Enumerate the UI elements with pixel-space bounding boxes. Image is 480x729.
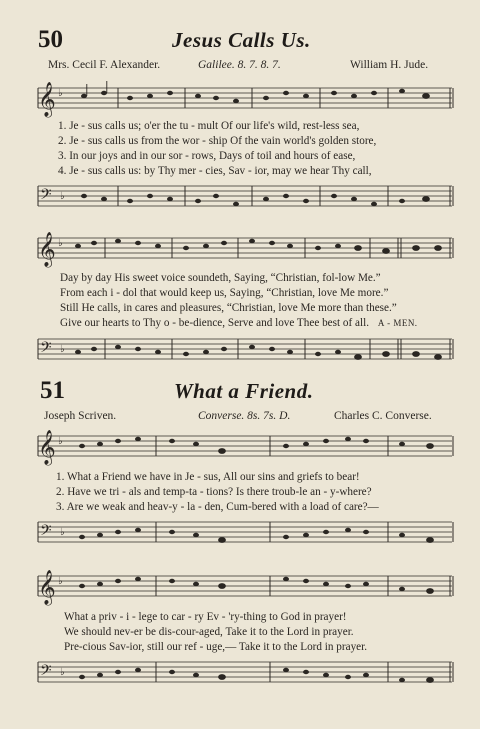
hymn-50-system-1-treble-staff [0,82,480,118]
hymn-50-tune: Galilee. 8. 7. 8. 7. [198,59,281,71]
flat-icon: ♭ [60,667,65,678]
flat-icon: ♭ [58,238,63,249]
hymn-50-verse-4b: Give our hearts to Thy o - be-dience, Serve and love Thee best of all. [60,317,370,329]
hymn-50-verse-4a: 4. Je - sus calls us: by Thy mer - cies, Sav - ior, may we hear Thy call, [58,165,372,177]
hymn-50-verse-4b-row [60,316,418,330]
treble-clef-icon: 𝄞 [38,82,56,117]
flat-icon: ♭ [60,527,65,538]
hymn-50-number: 50 [38,26,63,53]
flat-icon: ♭ [58,88,63,99]
treble-clef-icon: 𝄞 [38,430,56,465]
hymn-51-system-2-treble-staff [0,570,480,606]
hymn-51-verse-3b: Pre-cious Sav-ior, still our ref - uge,— Take it to the Lord in prayer. [64,641,368,653]
hymn-51-tune: Converse. 8s. 7s. D. [198,410,291,422]
bass-clef-icon: 𝄢 [40,339,52,360]
hymn-50-system-2-bass-staff [0,333,480,369]
hymn-50-author: Mrs. Cecil F. Alexander. [48,59,161,71]
hymn-50-verse-1b: Day by day His sweet voice soundeth, Saying, “Christian, fol-low Me.” [60,272,381,284]
hymn-51-verse-3a: 3. Are we weak and heav-y - la - den, Cum-bered with a load of care?— [56,501,379,513]
hymn-51-verse-1b: What a priv - i - lege to car - ry Ev - 'ry-thing to God in prayer! [64,611,347,623]
hymn-50-amen: A - MEN. [377,318,418,328]
treble-clef-icon: 𝄞 [38,232,56,267]
hymn-50-title: Jesus Calls Us. [172,28,311,52]
treble-clef-icon: 𝄞 [38,570,56,605]
hymn-50-verse-2b: From each i - dol that would keep us, Saying, “Christian, love Me more.” [60,287,389,299]
hymn-50-verse-3b: Still He calls, in cares and pleasures, “Christian, love Me more than these.” [60,302,397,314]
flat-icon: ♭ [60,344,65,355]
hymn-51-title: What a Friend. [174,379,314,403]
hymn-50-verse-1a: 1. Je - sus calls us; o'er the tu - mult Of our life's wild, rest-less sea, [58,120,360,132]
hymn-51-composer: Charles C. Converse. [334,410,432,422]
hymn-51-verse-1a: 1. What a Friend we have in Je - sus, All our sins and griefs to bear! [56,471,360,483]
hymn-50-composer: William H. Jude. [350,59,429,71]
hymn-51-system-1-treble-staff [0,430,480,466]
hymn-50-verse-3a: 3. In our joys and in our sor - rows, Days of toil and hours of ease, [58,150,356,162]
flat-icon: ♭ [58,576,63,587]
hymn-51-number: 51 [40,377,65,404]
hymn-51-system-2-bass-staff [0,656,480,692]
flat-icon: ♭ [60,191,65,202]
hymn-50-verse-2a: 2. Je - sus calls us from the wor - ship Of the vain world's golden store, [58,135,377,147]
flat-icon: ♭ [58,436,63,447]
bass-clef-icon: 𝄢 [40,662,52,683]
hymn-51-verse-2a: 2. Have we tri - als and temp-ta - tions? Is there troub-le an - y-where? [56,486,372,498]
hymn-50-system-1-bass-staff [0,180,480,216]
hymn-51-author: Joseph Scriven. [44,410,117,422]
hymn-51-verse-2b: We should nev-er be dis-cour-aged, Take it to the Lord in prayer. [64,626,354,638]
hymn-51-system-1-bass-staff [0,516,480,552]
hymn-50-system-2-treble-staff [0,232,480,268]
bass-clef-icon: 𝄢 [40,186,52,207]
bass-clef-icon: 𝄢 [40,522,52,543]
